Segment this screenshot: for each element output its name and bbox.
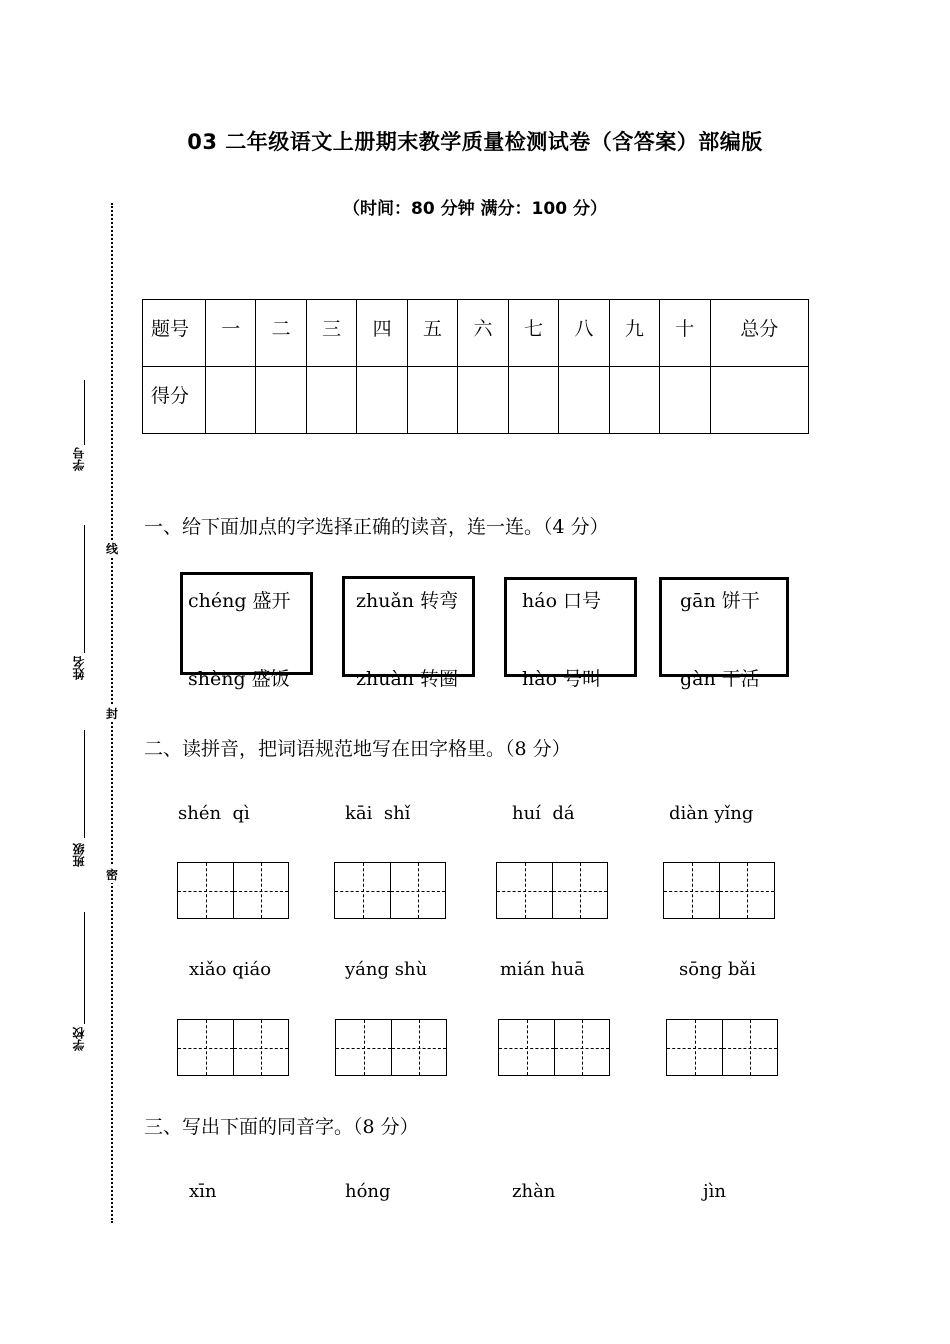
- margin-line: [84, 912, 85, 1024]
- seal-char-line: 线: [106, 542, 119, 556]
- name-label: 姓名: [72, 656, 86, 680]
- tianzige-grid[interactable]: [496, 862, 608, 919]
- score-cell[interactable]: [407, 367, 457, 434]
- table-header-cell: 八: [559, 300, 609, 367]
- score-cell[interactable]: [508, 367, 558, 434]
- table-header-cell: 十: [660, 300, 710, 367]
- margin-line: [84, 730, 85, 838]
- option-bottom[interactable]: shèng 盛饭: [188, 668, 290, 690]
- pinyin-label: diàn yǐng: [669, 803, 754, 824]
- class-label: 班级: [72, 843, 86, 867]
- table-header-cell: 三: [306, 300, 356, 367]
- score-cell[interactable]: [306, 367, 356, 434]
- exam-info: （时间：80 分钟 满分：100 分）: [343, 199, 607, 219]
- table-row: [143, 367, 809, 434]
- table-header-cell: 七: [508, 300, 558, 367]
- school-label: 学校: [72, 1027, 86, 1051]
- table-header-cell: 六: [458, 300, 508, 367]
- section-1-heading: 一、给下面加点的字选择正确的读音，连一连。（4 分）: [144, 516, 609, 538]
- score-cell[interactable]: [256, 367, 306, 434]
- section-3-heading: 三、写出下面的同音字。（8 分）: [144, 1116, 419, 1138]
- table-header-cell: 五: [407, 300, 457, 367]
- score-row-label: 得分: [143, 367, 206, 434]
- option-bottom[interactable]: hào 号叫: [522, 668, 602, 690]
- option-bottom[interactable]: zhuàn 转圈: [356, 668, 459, 690]
- tianzige-grid[interactable]: [666, 1019, 778, 1076]
- seal-char-seal: 封: [106, 707, 119, 721]
- pinyin-label: jìn: [703, 1181, 726, 1202]
- pinyin-label: zhàn: [512, 1181, 556, 1202]
- option-top[interactable]: háo 口号: [522, 590, 602, 612]
- option-top[interactable]: zhuǎn 转弯: [356, 590, 459, 612]
- table-header-cell: 一: [206, 300, 256, 367]
- table-header-cell: 九: [609, 300, 659, 367]
- score-cell[interactable]: [660, 367, 710, 434]
- pinyin-label: yáng shù: [345, 959, 428, 980]
- option-top[interactable]: chéng 盛开: [188, 590, 291, 612]
- table-row: [143, 300, 809, 367]
- pinyin-label: sōng bǎi: [679, 959, 756, 980]
- table-header-cell: 四: [357, 300, 407, 367]
- table-header-cell: 题号: [143, 300, 206, 367]
- tianzige-grid[interactable]: [335, 1019, 447, 1076]
- pinyin-label: xīn: [189, 1181, 217, 1202]
- pinyin-label: shén qì: [178, 803, 250, 824]
- page-title: 03 二年级语文上册期末教学质量检测试卷（含答案）部编版: [187, 130, 763, 154]
- score-cell[interactable]: [609, 367, 659, 434]
- score-cell[interactable]: [559, 367, 609, 434]
- student-id-label: 学号: [72, 447, 86, 471]
- margin-line: [84, 380, 85, 445]
- option-top[interactable]: gān 饼干: [680, 590, 760, 612]
- seal-char-secret: 密: [106, 868, 119, 882]
- pinyin-label: hóng: [345, 1181, 391, 1202]
- pinyin-label: xiǎo qiáo: [189, 959, 272, 980]
- margin-line: [84, 525, 85, 653]
- tianzige-grid[interactable]: [663, 862, 775, 919]
- score-cell[interactable]: [458, 367, 508, 434]
- option-bottom[interactable]: gàn 干活: [680, 668, 760, 690]
- tianzige-grid[interactable]: [498, 1019, 610, 1076]
- table-header-cell: 总分: [710, 300, 808, 367]
- pinyin-label: mián huā: [500, 959, 585, 980]
- pinyin-label: huí dá: [512, 803, 575, 824]
- table-header-cell: 二: [256, 300, 306, 367]
- score-cell[interactable]: [710, 367, 808, 434]
- tianzige-grid[interactable]: [177, 1019, 289, 1076]
- section-2-heading: 二、读拼音，把词语规范地写在田字格里。（8 分）: [144, 738, 571, 760]
- score-table: [142, 299, 809, 434]
- score-cell[interactable]: [357, 367, 407, 434]
- tianzige-grid[interactable]: [334, 862, 446, 919]
- score-cell[interactable]: [206, 367, 256, 434]
- pinyin-label: kāi shǐ: [345, 803, 411, 824]
- tianzige-grid[interactable]: [177, 862, 289, 919]
